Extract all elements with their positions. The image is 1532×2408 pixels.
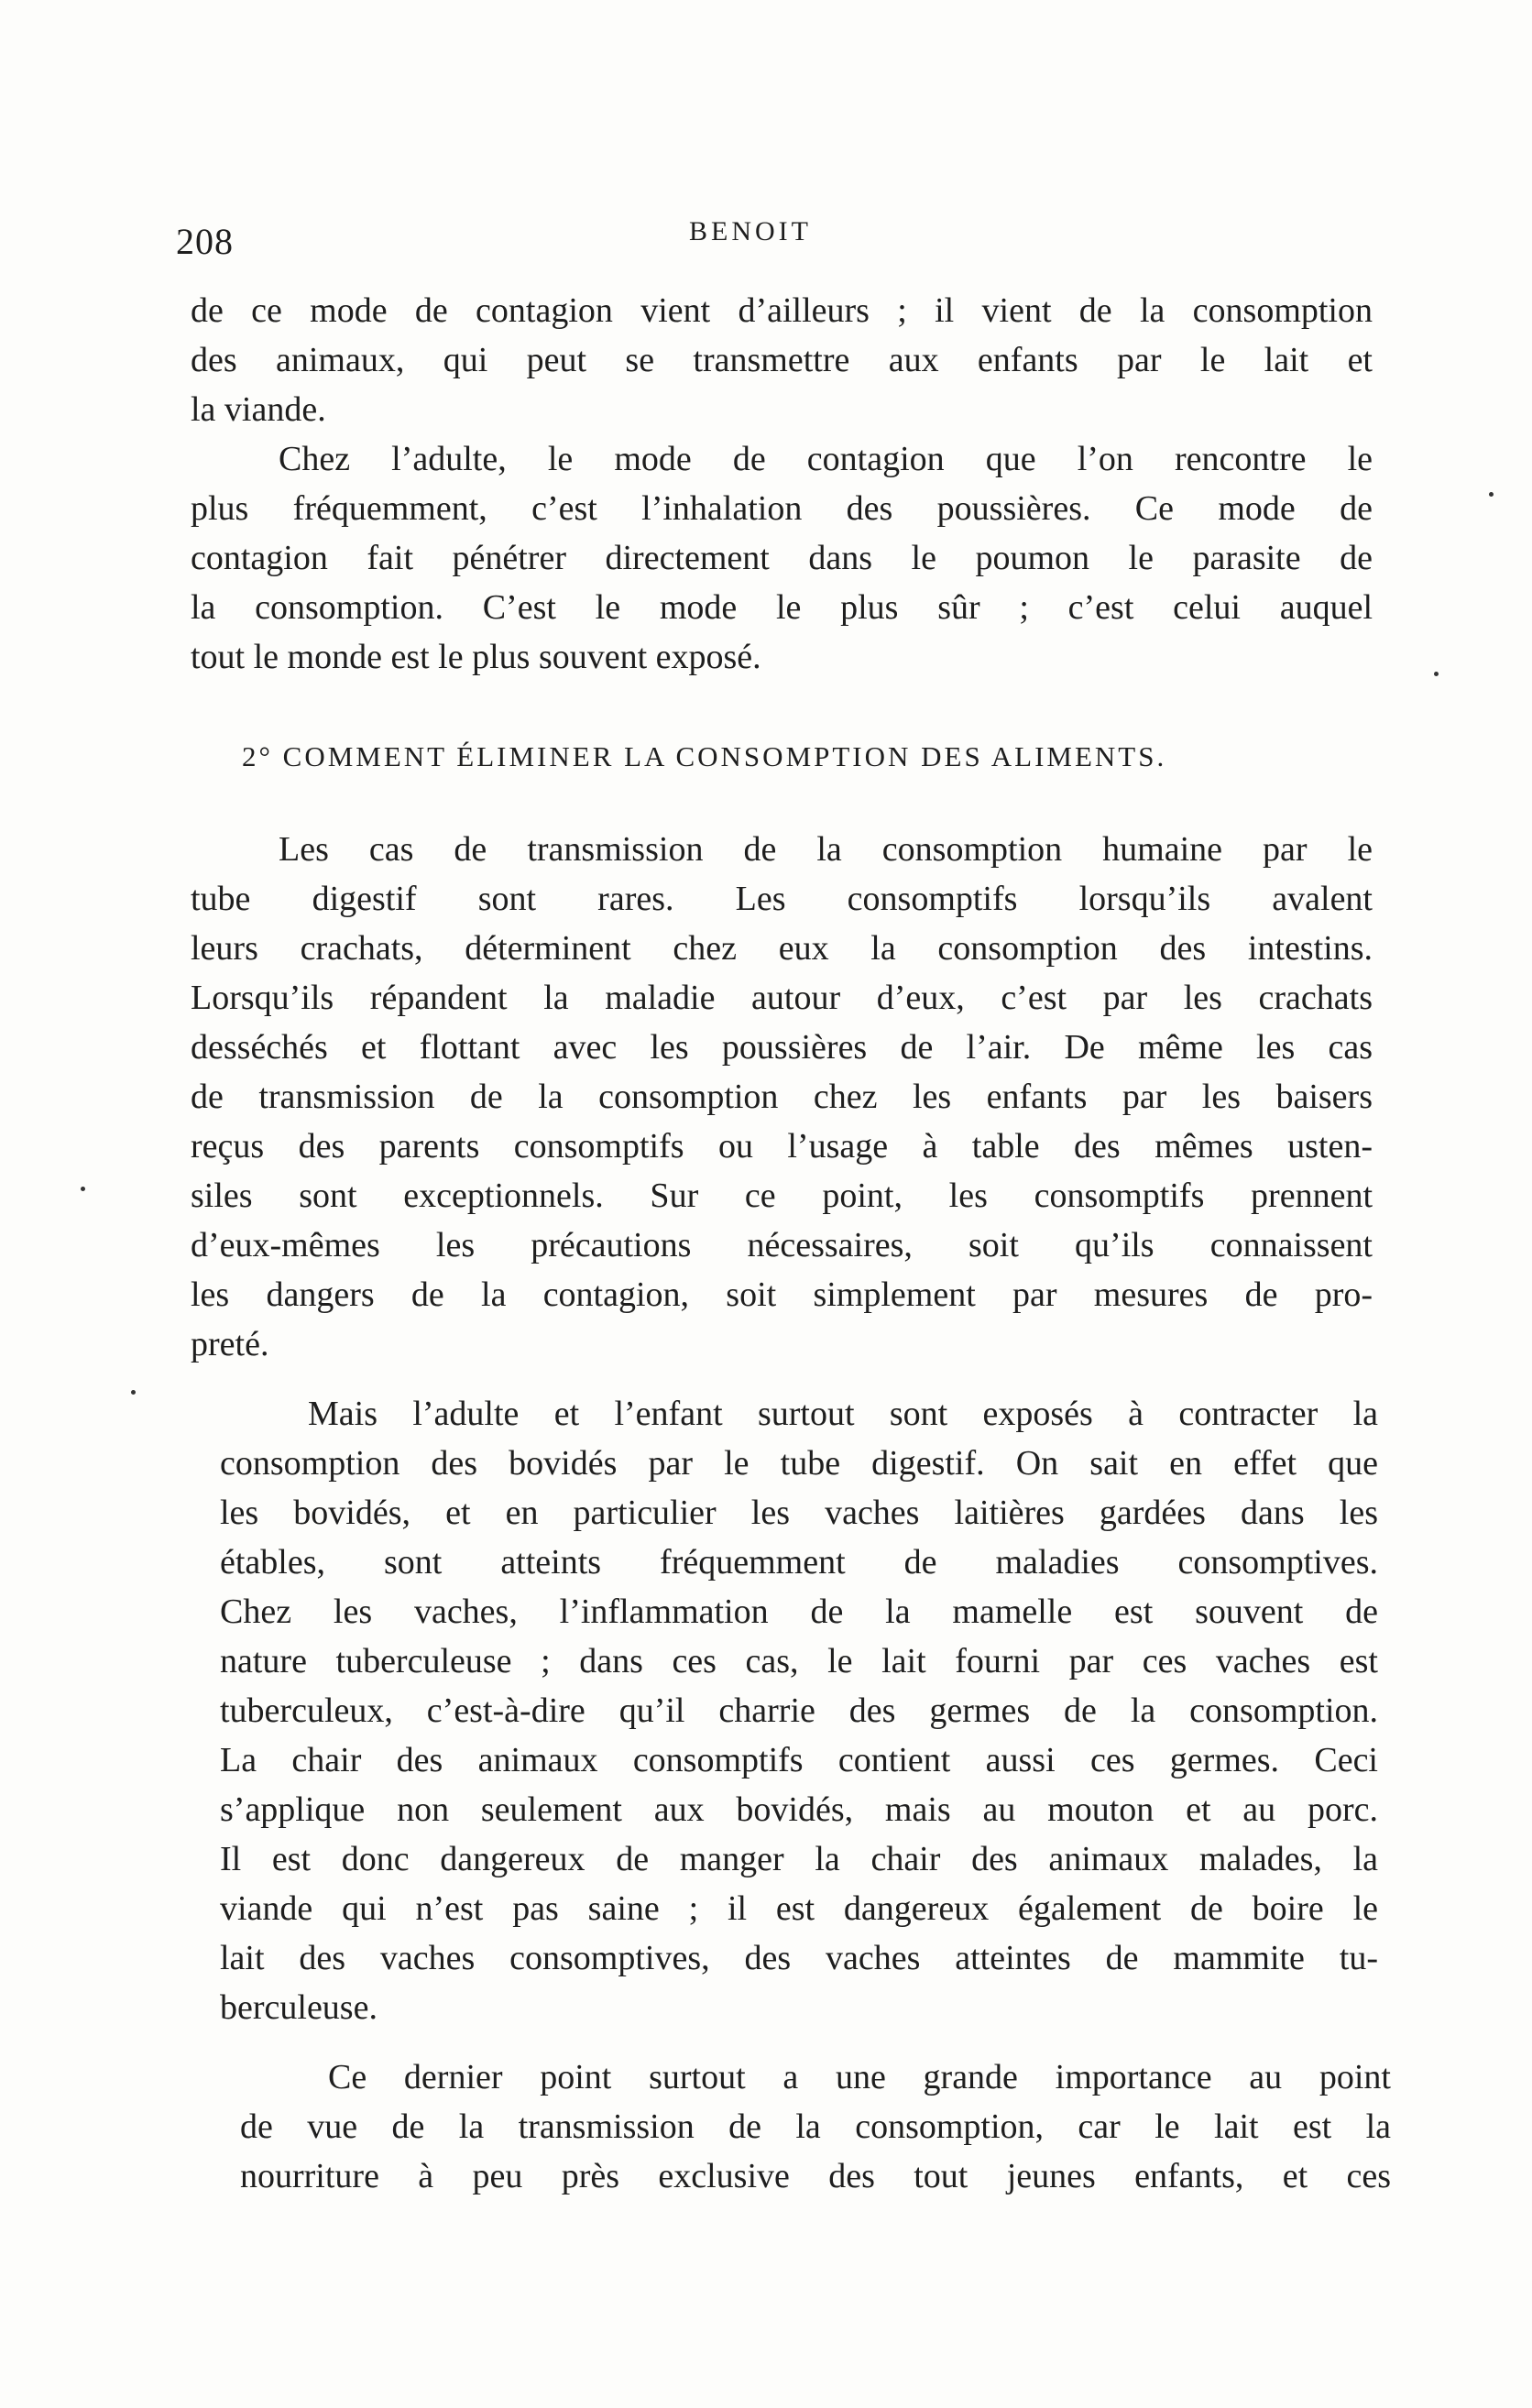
text-line: Lorsqu’ils répandent la maladie autour d’eux, c’est par les crachats [191,979,1373,1017]
text-line: de vue de la transmission de la consomption, car le lait est la [240,2107,1391,2146]
text-line: s’applique non seulement aux bovidés, mais au mouton et au porc. [220,1790,1378,1829]
text-line: les dangers de la contagion, soit simplement par mesures de pro- [191,1275,1373,1314]
paragraph-3 [191,825,1373,1369]
text-line: nourriture à peu près exclusive des tout jeunes enfants, et ces [240,2157,1391,2195]
text-line: Mais l’adulte et l’enfant surtout sont exposés à contracter la [308,1395,1378,1433]
text-line: consomption des bovidés par le tube digestif. On sait en effet que [220,1444,1378,1483]
text-line: berculeuse. [220,1988,378,2027]
text-line: Chez l’adulte, le mode de contagion que l’on rencontre le [279,440,1373,478]
text-line: desséchés et flottant avec les poussières de l’air. De même les cas [191,1028,1373,1067]
ink-speck [81,1187,85,1191]
text-line: Chez les vaches, l’inflammation de la mamelle est souvent de [220,1593,1378,1631]
text-line: Les cas de transmission de la consomption humaine par le [279,830,1373,869]
page-number: 208 [176,221,234,262]
section-heading: 2° COMMENT ÉLIMINER LA CONSOMPTION DES ALIMENTS. [242,740,1167,772]
paragraph-1 [191,286,1373,434]
text-line: reçus des parents consomptifs ou l’usage à table des mêmes usten- [191,1127,1373,1166]
text-line: d’eux-mêmes les précautions nécessaires, soit qu’ils connaissent [191,1226,1373,1264]
text-line: leurs crachats, déterminent chez eux la consomption des intestins. [191,929,1373,968]
text-line: viande qui n’est pas saine ; il est dangereux également de boire le [220,1889,1378,1928]
text-line: les bovidés, et en particulier les vaches laitières gardées dans les [220,1494,1378,1532]
paragraph-4 [220,1389,1378,2032]
text-line: contagion fait pénétrer directement dans le poumon le parasite de [191,539,1373,577]
text-line: la viande. [191,390,326,429]
text-line: tout le monde est le plus souvent exposé. [191,638,761,676]
running-head: BENOIT [689,216,812,246]
text-line: tube digestif sont rares. Les consomptifs lorsqu’ils avalent [191,880,1373,918]
text-line: la consomption. C’est le mode le plus sûr ; c’est celui auquel [191,588,1373,627]
text-line: lait des vaches consomptives, des vaches atteintes de mammite tu- [220,1939,1378,1977]
ink-speck [1434,672,1439,676]
text-line: tuberculeux, c’est-à-dire qu’il charrie des germes de la consomption. [220,1691,1378,1730]
text-line: des animaux, qui peut se transmettre aux enfants par le lait et [191,341,1373,379]
paragraph-2 [191,434,1373,682]
text-line: siles sont exceptionnels. Sur ce point, les consomptifs prennent [191,1177,1373,1215]
paragraph-5 [240,2052,1391,2201]
text-line: Ce dernier point surtout a une grande importance au point [328,2058,1391,2096]
text-line: de transmission de la consomption chez les enfants par les baisers [191,1078,1373,1116]
text-line: Il est donc dangereux de manger la chair des animaux malades, la [220,1840,1378,1878]
text-line: nature tuberculeuse ; dans ces cas, le lait fourni par ces vaches est [220,1642,1378,1680]
text-line: plus fréquemment, c’est l’inhalation des poussières. Ce mode de [191,489,1373,528]
page-header [176,213,1367,268]
text-line: La chair des animaux consomptifs contient aussi ces germes. Ceci [220,1741,1378,1779]
ink-speck [1489,492,1494,497]
text-line: preté. [191,1325,269,1363]
text-line: étables, sont atteints fréquemment de maladies consomptives. [220,1543,1378,1582]
ink-speck [131,1390,136,1395]
text-line: de ce mode de contagion vient d’ailleurs ; il vient de la consomption [191,291,1373,330]
